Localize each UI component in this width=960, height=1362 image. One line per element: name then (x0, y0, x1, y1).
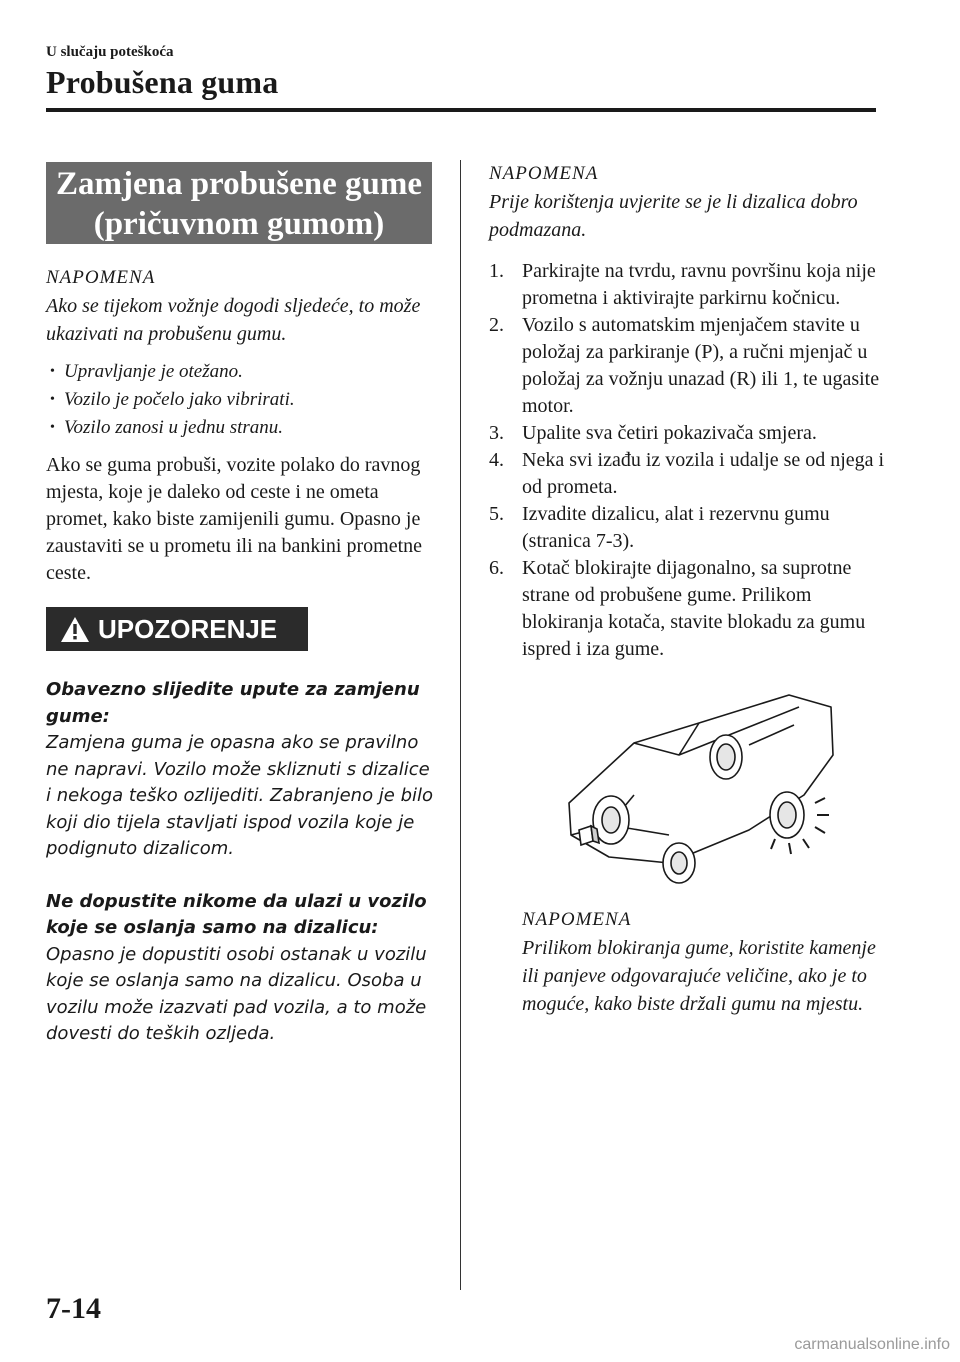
section-banner (46, 162, 432, 244)
note-text: Prilikom blokiranja gume, koristite kamenje ili panjeve odgovarajuće veličine, ako je to moguće, kako biste držali gumu na mjestu. (522, 937, 876, 1015)
header-rule (46, 108, 876, 112)
column-divider (460, 160, 461, 1290)
warning-block-2 (46, 889, 436, 1048)
list-item: • Vozilo zanosi u jednu stranu. (46, 414, 436, 442)
warning-title: Obavezno slijedite upute za zamjenu gume: (46, 679, 420, 727)
left-column (46, 264, 436, 1048)
note-text: Prije korištenja uvjerite se je li dizalica dobro podmazana. (489, 191, 858, 241)
note-title: NAPOMENA (46, 267, 156, 288)
wheel-blocking-illustration (549, 685, 839, 885)
list-item: • Vozilo je počelo jako vibrirati. (46, 386, 436, 414)
intro-paragraph: Ako se guma probuši, vozite polako do ravnog mjesta, koje je daleko od ceste i ne ometa promet, kako biste zamijenili gumu. Opasno je zaustaviti se u prometu ili na bankini prometne ceste. (46, 454, 423, 584)
page-title: Probušena guma (46, 64, 279, 100)
banner-line-2: (pričuvnom gumom) (93, 206, 385, 242)
symptom-list (46, 358, 436, 442)
list-item: • Upravljanje je otežano. (46, 358, 436, 386)
note-text: Ako se tijekom vožnje dogodi sljedeće, to može ukazivati na probušenu gumu. (46, 295, 421, 345)
step-number: 5. (489, 503, 504, 525)
steps-list (489, 258, 889, 663)
list-item (489, 447, 889, 501)
warning-badge (46, 607, 308, 651)
step-number: 1. (489, 260, 504, 282)
note-title: NAPOMENA (522, 909, 632, 930)
list-item (489, 258, 889, 312)
step-text: Izvadite dizalicu, alat i rezervnu gumu (stranica 7-3). (522, 503, 830, 552)
step-number: 2. (489, 314, 504, 336)
right-column (489, 160, 889, 1018)
section-label: U slučaju poteškoća (46, 44, 174, 60)
page-number: 7-14 (46, 1292, 101, 1325)
step-number: 6. (489, 557, 504, 579)
step-text: Parkirajte na tvrdu, ravnu površinu koja nije prometna i aktivirajte parkirnu kočnicu. (522, 260, 876, 309)
warning-label: UPOZORENJE (98, 613, 278, 644)
banner-line-1: Zamjena probušene gume (55, 166, 423, 202)
list-item (489, 312, 889, 420)
step-text: Upalite sva četiri pokazivača smjera. (522, 422, 817, 444)
figure-note (522, 906, 889, 1018)
warning-block-1 (46, 677, 436, 863)
watermark: carmanualsonline.info (794, 1336, 950, 1353)
list-item (489, 501, 889, 555)
warning-text: Zamjena guma je opasna ako se pravilno ne napravi. Vozilo može skliznuti s dizalice i nekoga teško ozlijediti. Zabranjeno je bilo koji dio tijela stavljati ispod vozila koje je podignuto dizalicom. (46, 732, 434, 859)
step-text: Neka svi izađu iz vozila i udalje se od njega i od prometa. (522, 449, 885, 498)
list-item (489, 420, 889, 447)
step-number: 3. (489, 422, 504, 444)
step-number: 4. (489, 449, 504, 471)
step-text: Kotač blokirajte dijagonalno, sa suprotne strane od probušene gume. Prilikom blokiranja kotača, stavite blokadu za gumu ispred i iza gume. (522, 557, 866, 660)
note-title: NAPOMENA (489, 163, 599, 184)
list-item (489, 555, 889, 663)
warning-title: Ne dopustite nikome da ulazi u vozilo koje se oslanja samo na dizalicu: (46, 890, 427, 938)
step-text: Vozilo s automatskim mjenjačem stavite u položaj za parkiranje (P), a ručni mjenjač u položaj za vožnju unazad (R) ili 1, te ugasite motor. (522, 314, 880, 417)
warning-text: Opasno je dopustiti osobi ostanak u vozilu koje se oslanja samo na dizalicu. Osoba u vozilu može izazvati pad vozila, a to može dovesti do teških ozljeda. (46, 943, 427, 1044)
warning-triangle-icon (60, 616, 90, 643)
